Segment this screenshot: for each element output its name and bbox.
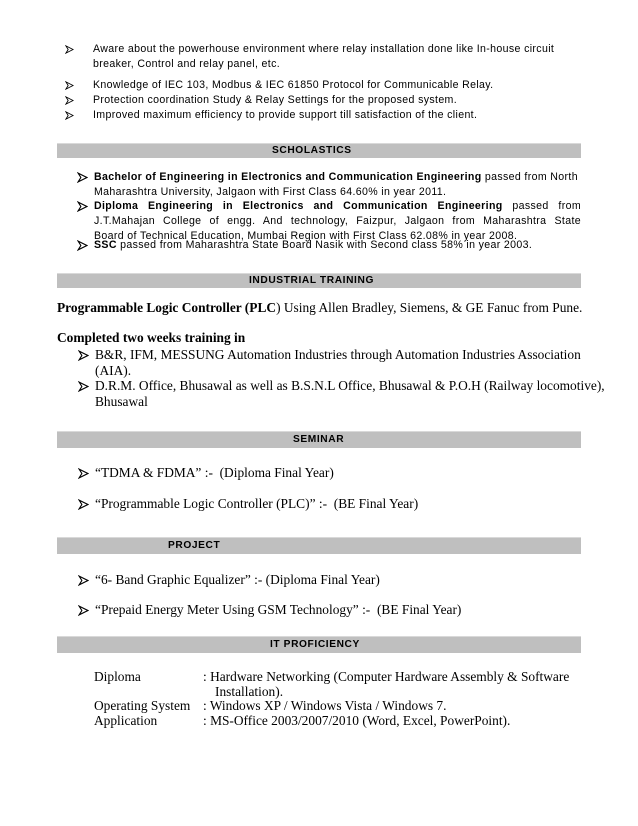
arrow-bullet-icon xyxy=(77,172,88,183)
bullet-text: Improved maximum efficiency to provide support till satisfaction of the client. xyxy=(93,109,478,121)
degree-detail: passed from xyxy=(502,200,581,212)
degree-line xyxy=(94,171,578,183)
plc-title: Programmable Logic Controller (PLC xyxy=(57,300,277,315)
arrow-bullet-icon xyxy=(65,111,74,120)
section-title-project: PROJECT xyxy=(168,540,221,551)
it-label: Application xyxy=(94,713,158,728)
degree-name: Bachelor of Engineering in Electronics and Communication Engineering xyxy=(94,171,482,183)
it-value: : MS-Office 2003/2007/2010 (Word, Excel, PowerPoint). xyxy=(203,713,511,728)
section-title-seminar: SEMINAR xyxy=(293,434,345,445)
degree-detail: Board of Technical Education, Mumbai Region with First Class 62.08% in year 2008. xyxy=(94,230,518,242)
plc-training-line xyxy=(57,300,582,316)
section-title-scholastics: SCHOLASTICS xyxy=(272,145,352,156)
section-title-it-proficiency: IT PROFICIENCY xyxy=(270,639,360,650)
degree-name: Diploma Engineering in Electronics and Communication Engineering xyxy=(94,200,503,212)
degree-detail: passed from Maharashtra State Board Nasik with Second class 58% in year 2003. xyxy=(116,239,533,251)
arrow-bullet-icon xyxy=(78,499,89,510)
it-label: Operating System xyxy=(94,698,191,713)
project-item: “Prepaid Energy Meter Using GSM Technology” :- (BE Final Year) xyxy=(95,602,462,617)
arrow-bullet-icon xyxy=(78,605,89,616)
degree-detail: passed from North xyxy=(481,171,578,183)
arrow-bullet-icon xyxy=(65,96,74,105)
bullet-text: breaker, Control and relay panel, etc. xyxy=(93,58,281,70)
degree-detail: Maharashtra University, Jalgaon with First Class 64.60% in year 2011. xyxy=(94,186,447,198)
project-item: “6- Band Graphic Equalizer” :- (Diploma Final Year) xyxy=(95,572,380,587)
bullet-text: Knowledge of IEC 103, Modbus & IEC 61850 Protocol for Communicable Relay. xyxy=(93,79,494,91)
seminar-item: “TDMA & FDMA” :- (Diploma Final Year) xyxy=(95,465,334,480)
section-header-bar xyxy=(57,537,581,554)
it-label: Diploma xyxy=(94,669,141,684)
it-value: : Windows XP / Windows Vista / Windows 7. xyxy=(203,698,447,713)
training-item: D.R.M. Office, Bhusawal as well as B.S.N.L Office, Bhusawal & P.O.H (Railway locomotive), xyxy=(95,378,605,393)
arrow-bullet-icon xyxy=(78,575,89,586)
arrow-bullet-icon xyxy=(65,45,74,54)
bullet-text: Aware about the powerhouse environment where relay installation done like In-house circuit xyxy=(93,43,555,55)
degree-line xyxy=(94,200,581,212)
degree-line xyxy=(94,239,532,251)
arrow-bullet-icon xyxy=(77,201,88,212)
arrow-bullet-icon xyxy=(78,381,89,392)
training-item: Bhusawal xyxy=(95,394,148,409)
plc-detail: ) Using Allen Bradley, Siemens, & GE Fanuc from Pune. xyxy=(276,300,583,315)
arrow-bullet-icon xyxy=(65,81,74,90)
it-value: Installation). xyxy=(215,684,284,699)
training-item: (AIA). xyxy=(95,363,132,378)
training-item: B&R, IFM, MESSUNG Automation Industries through Automation Industries Association xyxy=(95,347,581,362)
degree-detail: J.T.Mahajan College of engg. And technology, Faizpur, Jalgaon from Maharashtra State xyxy=(94,215,581,227)
degree-name: SSC xyxy=(94,239,117,251)
arrow-bullet-icon xyxy=(78,350,89,361)
completed-training-heading: Completed two weeks training in xyxy=(57,330,246,345)
it-value: : Hardware Networking (Computer Hardware Assembly & Software xyxy=(203,669,570,684)
arrow-bullet-icon xyxy=(78,468,89,479)
seminar-item: “Programmable Logic Controller (PLC)” :- (BE Final Year) xyxy=(95,496,419,511)
bullet-text: Protection coordination Study & Relay Settings for the proposed system. xyxy=(93,94,458,106)
section-title-industrial-training: INDUSTRIAL TRAINING xyxy=(249,275,374,286)
arrow-bullet-icon xyxy=(77,240,88,251)
